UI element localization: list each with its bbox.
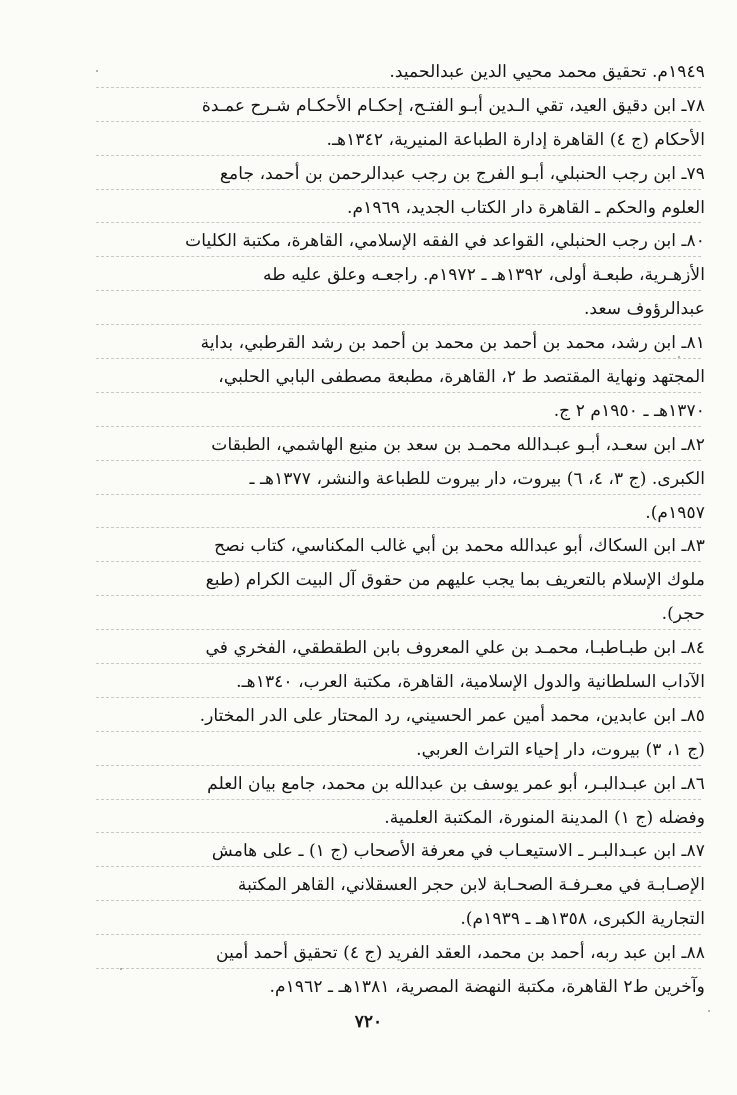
text-line: ٨٥ـ ابن عابدين، محمد أمين عمر الحسيني، رد المحتار على الدر المختار. xyxy=(199,705,705,726)
text-line: ٨٦ـ ابن عبـدالبـر، أبو عمر يوسف بن عبدالله بن محمد، جامع بيان العلم xyxy=(207,773,705,794)
text-line: العلوم والحكم ـ القاهرة دار الكتاب الجديد، ١٩٦٩م. xyxy=(347,197,705,218)
text-line: ملوك الإسلام بالتعريف بما يجب عليهم من حقوق آل البيت الكرام (طبع xyxy=(205,570,705,591)
text-line: ٧٨ـ ابن دقيق العيد، تقي الـدين أبـو الفتـح، إحكـام الأحكـام شـرح عمـدة xyxy=(201,95,705,116)
text-line: ٧٩ـ ابن رجب الحنبلي، أبـو الفرج بن رجب عبدالرحمن بن أحمد، جامع xyxy=(219,163,705,184)
text-line: التجارية الكبرى، ١٣٥٨هـ ـ ١٩٣٩م). xyxy=(460,909,705,930)
text-line: ٨٣ـ ابن السكاك، أبو عبدالله محمد بن أبي غالب المكناسي، كتاب نصح xyxy=(214,536,705,557)
line-rule xyxy=(96,629,701,631)
page-number: ٧٢٠ xyxy=(354,1012,383,1032)
text-line: وفضله (ج ١) المدينة المنورة، المكتبة العلمية. xyxy=(384,807,705,828)
text-line: ٨١ـ ابن رشد، محمد بن أحمد بن محمد بن أحمد بن رشد القرطبي، بداية xyxy=(200,333,705,354)
text-line: الأزهـرية، طبعـة أولى، ١٣٩٢هـ ـ ١٩٧٢م. راجعـه وعلق عليه طه xyxy=(263,265,705,286)
scan-speck xyxy=(678,356,680,358)
text-line: عبدالرؤوف سعد. xyxy=(583,299,705,320)
text-line: (ج ١، ٣) بيروت، دار إحياء التراث العربي. xyxy=(416,739,705,760)
text-line: حجر). xyxy=(661,604,705,625)
text-line: ٨٤ـ ابن طبـاطبـا، محمـد بن علي المعروف بابن الطقطقي، الفخري في xyxy=(205,638,705,659)
scan-speck xyxy=(708,1010,710,1012)
text-line: وآخرين ط٢ القاهرة، مكتبة النهضة المصرية، ١٣٨١هـ ـ ١٩٦٢م. xyxy=(269,977,705,998)
text-line: ١٣٧٠هـ ـ ١٩٥٠م ٢ ج. xyxy=(553,400,705,421)
text-line: ١٩٤٩م. تحقيق محمد محيي الدين عبدالحميد. xyxy=(389,62,705,82)
text-line: الآداب السلطانية والدول الإسلامية، القاهرة، مكتبة العرب، ١٣٤٠هـ. xyxy=(236,672,705,693)
text-line: الإصـابـة في معـرفـة الصحـابة لابن حجر العسقلاني، القاهر المكتبة xyxy=(237,875,705,896)
text-line: ٨٠ـ ابن رجب الحنبلي، القواعد في الفقه الإسلامي، القاهرة، مكتبة الكليات xyxy=(185,231,705,252)
scan-speck xyxy=(120,968,122,970)
text-line: ٨٨ـ ابن عبد ربه، أحمد بن محمد، العقد الفريد (ج ٤) تحقيق أحمد أمين xyxy=(216,943,705,964)
text-line: ٨٢ـ ابن سعـد، أبـو عبـدالله محمـد بن سعد بن منيع الهاشمي، الطبقات xyxy=(211,434,705,455)
bibliography-list xyxy=(92,56,705,1004)
text-line: المجتهد ونهاية المقتصد ط ٢، القاهرة، مطبعة مصطفى البابي الحلبي، xyxy=(218,367,705,388)
line-rule xyxy=(96,527,701,529)
text-line: الكبرى. (ج ٣، ٤، ٦) بيروت، دار بيروت للطباعة والنشر، ١٣٧٧هـ ـ xyxy=(249,468,705,489)
text-line: الأحكام (ج ٤) القاهرة إدارة الطباعة المنيرية، ١٣٤٢هـ. xyxy=(326,129,705,150)
text-line: ٨٧ـ ابن عبـدالبـر ـ الاستيعـاب في معرفة الأصحاب (ج ١) ـ على هامش xyxy=(211,841,705,862)
text-line: ١٩٥٧م). xyxy=(645,502,705,523)
scan-speck xyxy=(96,70,98,72)
